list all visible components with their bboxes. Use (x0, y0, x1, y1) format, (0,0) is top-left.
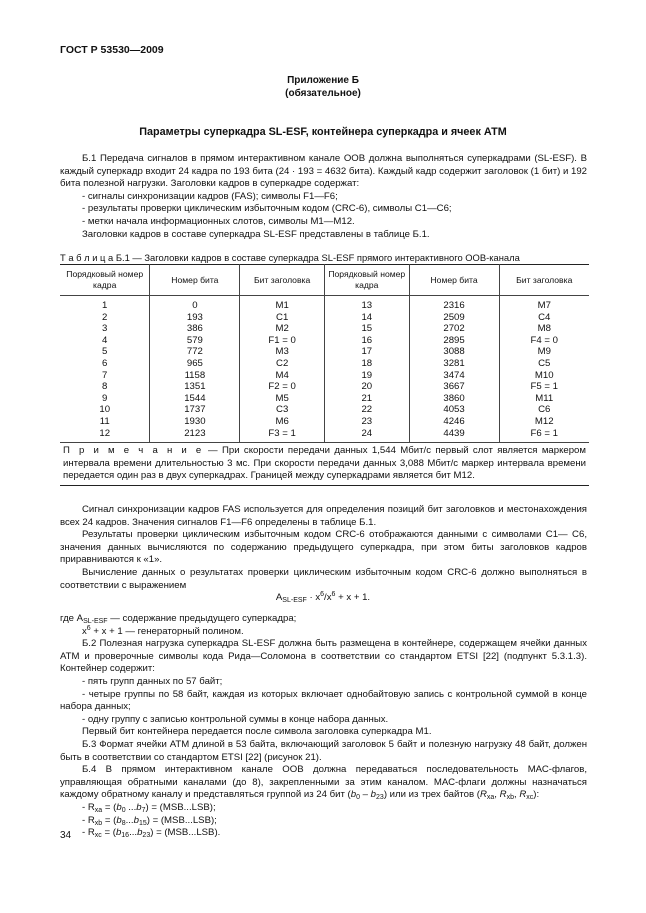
table-cell: 4439 (409, 428, 499, 443)
byte-item-xa: - $R_{xa} = (b_0$ $...b_7) = (MSB...LSB)$; (82, 801, 216, 814)
table-cell: 3474 (409, 370, 499, 382)
paragraph-b4: Б.4 В прямом интерактивном канале ООВ должна передаваться последовательность МАС-флагов, управляющая обратными каналами (до 8), закрепленными за этим каналом. МАС-флаги должны назначаться каждому обратному каналу и представляться группой из 24 бит $(b_0 - b_{23})$ или из трех байтов ($R_{xa}$, $R_{xb}$, $R_{xc}$): (60, 764, 587, 802)
table-cell: C4 (538, 311, 551, 323)
polynomial-line: $x^6 + x + 1$ — генераторный полином. (82, 624, 244, 637)
table-cell: 16 (324, 335, 409, 347)
table-row (60, 346, 589, 358)
table-caption-text: Б.1 — Заголовки кадров в составе суперкадра SL-ESF прямого интерактивного ООВ-канала (115, 252, 520, 263)
section-title: Параметры суперкадра SL-ESF, контейнера суперкадра и ячеек АТМ (139, 126, 507, 138)
table-cell: 386 (150, 323, 240, 335)
byte-item-xb: - $R_{xb} = (b_8...b_{15}) = (MSB...LSB)$; (82, 814, 217, 827)
annex-status: (обязательное) (285, 88, 361, 99)
table-cell: M1 (240, 296, 325, 312)
table-cell: M4 (240, 370, 325, 382)
table-row (60, 404, 589, 416)
table-row (60, 416, 589, 428)
table-cell: 11 (60, 416, 150, 428)
table-row (60, 381, 589, 393)
table-row (60, 428, 589, 443)
table-cell: C2 (240, 358, 325, 370)
table-cell: 20 (324, 381, 409, 393)
table-cell: F1 = 0 (240, 335, 325, 347)
document-id: ГОСТ Р 53530—2009 (60, 44, 164, 56)
table-row (60, 358, 589, 370)
table-row (60, 335, 589, 347)
list-item: - метки начала информационных слотов, символы M1—M12. (82, 215, 355, 227)
table-cell: 3860 (409, 393, 499, 405)
paragraph-calc: Вычисление данных о результатах проверки циклическим избыточным кодом CRC-6 должно выполняться в соответствии с выражением (60, 566, 587, 591)
table-cell: 2895 (409, 335, 499, 347)
table-cell: 18 (324, 358, 409, 370)
paragraph-b2: Б.2 Полезная нагрузка суперкадра SL-ESF должна быть размещена в контейнере, содержащем ячейки данных АТМ и проверочные символы кода Рида—Соломона в соответствии со стандартом ETSI [22] (подпункт 5.3.1.3). Контейнер содержит: (60, 638, 587, 675)
table-cell: M5 (240, 393, 325, 405)
column-header: Порядковый номер кадра (60, 265, 150, 296)
table-cell: C5 (538, 357, 551, 369)
note-text: — При скорости передачи данных 1,544 Мбит/с первый слот является маркером интервала времени длительностью 3 мс. При скорости передачи данных 3,088 Мбит/с маркер интервала времени передается один раз в двух суперкадрах. Границей между суперкадрами является бит M12. (63, 445, 586, 481)
table-cell: 965 (150, 358, 240, 370)
table-cell: 21 (324, 393, 409, 405)
table-cell: 4 (60, 335, 150, 347)
table-cell: 2316 (409, 296, 499, 312)
table-cell: 2123 (150, 428, 240, 443)
table-cell: F6 = 1 (530, 427, 558, 439)
table-cell: 5 (60, 346, 150, 358)
table-cell: 4246 (409, 416, 499, 428)
table-cell: 23 (324, 416, 409, 428)
table-row (60, 393, 589, 405)
table-cell: 3088 (409, 346, 499, 358)
column-header: Номер бита (150, 265, 240, 296)
table-cell: 15 (324, 323, 409, 335)
intro-block (60, 153, 587, 241)
table-cell: 3667 (409, 381, 499, 393)
table-cell: 3 (60, 323, 150, 335)
annex-title: Приложение Б (287, 75, 359, 86)
table-cell: F5 = 1 (530, 381, 558, 393)
table-row (60, 323, 589, 335)
table-cell: 9 (60, 393, 150, 405)
table-row (60, 370, 589, 382)
table-cell: 2 (60, 312, 150, 324)
table-row (60, 312, 589, 324)
table-cell: 1 (60, 296, 150, 312)
list-item: - результаты проверки циклическим избыточным кодом (CRC-6), символы C1—C6; (82, 203, 452, 215)
table-cell: 4053 (409, 404, 499, 416)
table-cell: 579 (150, 335, 240, 347)
table-note-row (60, 443, 589, 486)
table-cell: 3281 (409, 358, 499, 370)
table-cell: C6 (538, 404, 551, 416)
body-block-1 (60, 504, 587, 592)
table-cell: 772 (150, 346, 240, 358)
list-item: - пять групп данных по 57 байт; (82, 675, 223, 687)
table-cell: 1930 (150, 416, 240, 428)
table-row (60, 296, 589, 312)
table-cell: 22 (324, 404, 409, 416)
table-cell: 0 (150, 296, 240, 312)
table-note (60, 443, 589, 486)
table-cell: M7 (537, 300, 551, 311)
column-header: Номер бита (409, 265, 499, 296)
where-line: где $A_{SL-ESF}$ — содержание предыдущего суперкадра; (60, 613, 297, 625)
table-cell: 17 (324, 346, 409, 358)
page-number: 34 (60, 830, 72, 841)
body-block-2 (60, 613, 587, 840)
table-cell: 2702 (409, 323, 499, 335)
paragraph-first-bit: Первый бит контейнера передается после символа заголовка суперкадра M1. (82, 726, 432, 738)
table-cell: F3 = 1 (240, 428, 325, 443)
frame-header-table (60, 264, 589, 486)
list-item: - сигналы синхронизации кадров (FAS); символы F1—F6; (82, 190, 338, 202)
table-cell: 2509 (409, 312, 499, 324)
table-cell: 193 (150, 312, 240, 324)
table-cell: M3 (240, 346, 325, 358)
table-cell: M8 (537, 323, 551, 335)
paragraph-fas: Сигнал синхронизации кадров FAS используется для определения позиций бит заголовков и местонахождения всех 24 кадров. Значения сигналов F1—F6 определены в таблице Б.1. (60, 504, 587, 528)
column-header: Бит заголовка (240, 265, 325, 296)
table-cell: M9 (537, 346, 551, 358)
table-cell: M6 (240, 416, 325, 428)
table-cell: 1737 (150, 404, 240, 416)
table-cell: 8 (60, 381, 150, 393)
table-cell: F2 = 0 (240, 381, 325, 393)
table-cell: M10 (534, 369, 554, 381)
list-item: - четыре группы по 58 байт, каждая из которых включает однобайтовую запись с контрольной суммой в конце набора данных; (60, 688, 587, 713)
paragraph-table-ref: Заголовки кадров в составе суперкадра SL-ESF представлены в таблице Б.1. (82, 228, 430, 240)
table-cell: 1544 (150, 393, 240, 405)
table-cell: M11 (535, 392, 554, 404)
table-cell: C3 (240, 404, 325, 416)
table-cell: M12 (534, 415, 554, 427)
table-cell: C1 (240, 312, 325, 324)
table-cell: 19 (324, 370, 409, 382)
paragraph-b1: Б.1 Передача сигналов в прямом интерактивном канале ООВ должна выполняться суперкадрами (SL-ESF). В каждый суперкадр входит 24 кадра по 193 бита (24 · 193 = 4632 бита). Каждый кадр содержит заголовок (1 бит) и 192 бита полезной нагрузки. Заголовки кадров в суперкадре содержат: (60, 153, 587, 190)
column-header: Порядковый номер кадра (324, 265, 409, 296)
column-header: Бит заголовка (499, 265, 589, 296)
table-caption-label: Т а б л и ц а (60, 252, 114, 263)
list-item: - одну группу с записью контрольной суммы в конце набора данных. (82, 713, 389, 725)
table-cell: F4 = 0 (530, 334, 558, 346)
byte-item-xc: - $R_{xc} = (b_{16}...b_{23}) = (MSB...LSB)$. (82, 827, 221, 840)
paragraph-crc: Результаты проверки циклическим избыточным кодом CRC-6 отображаются данными с символами C1— C6, значения данных вычисляются по содержанию предыдущего суперкадра, при этом биты заголовков кадров приравниваются к «1». (60, 529, 587, 566)
table-caption (60, 252, 590, 265)
note-label: П р и м е ч а н и е (63, 445, 204, 457)
table-cell: 1158 (150, 370, 240, 382)
table-cell: 12 (60, 428, 150, 443)
table-cell: 10 (60, 404, 150, 416)
table-cell: M2 (240, 323, 325, 335)
table-cell: 6 (60, 358, 150, 370)
crc-formula: $A_{SL-ESF} \cdot x^6/x^6 + x + 1$. (275, 591, 371, 604)
table-cell: 13 (324, 296, 409, 312)
table-cell: 7 (60, 370, 150, 382)
table-cell: 24 (324, 428, 409, 443)
table-header-row (60, 265, 589, 296)
table-cell: 1351 (150, 381, 240, 393)
table-cell: 14 (324, 312, 409, 324)
paragraph-b3: Б.3 Формат ячейки АТМ длиной в 53 байта, включающий заголовок 5 байт и полезную нагрузку 48 байт, должен быть в соответствии со стандартом ETSI [22] (рисунок 21). (60, 738, 587, 763)
